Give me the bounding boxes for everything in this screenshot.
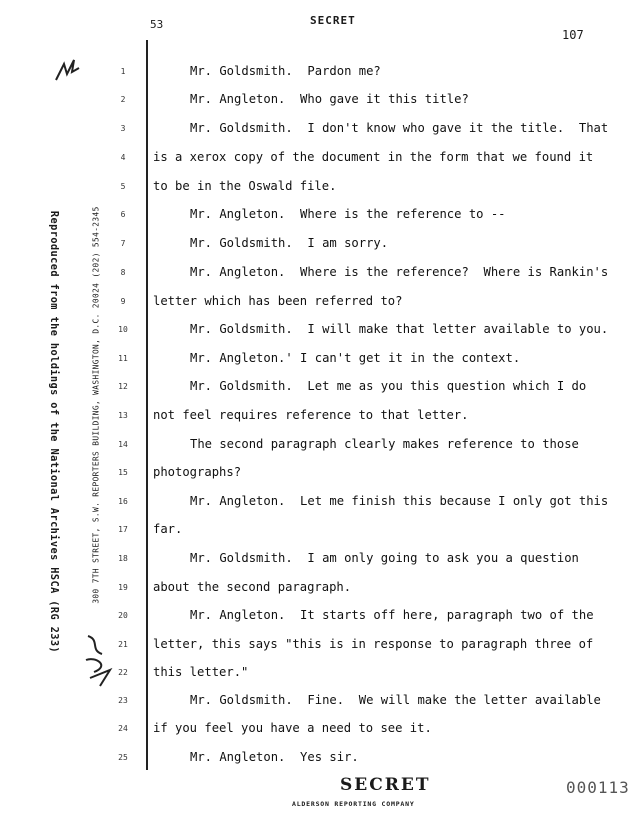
transcript-line: Mr. Angleton. Where is the reference to --	[190, 207, 506, 221]
secret-stamp: SECRET	[340, 775, 431, 795]
line-number: 12	[118, 382, 128, 391]
handwritten-initials	[80, 630, 120, 690]
transcript-line: Mr. Angleton. Yes sir.	[190, 750, 359, 764]
transcript-line: photographs?	[153, 465, 242, 479]
transcript-line: Mr. Goldsmith. I don't know who gave it the title. That	[190, 121, 609, 135]
line-number: 23	[118, 696, 128, 705]
transcript-line: Mr. Goldsmith. Pardon me?	[190, 64, 381, 78]
transcript-line: not feel requires reference to that letter.	[153, 408, 469, 422]
transcript-line: if you feel you have a need to see it.	[153, 721, 432, 735]
transcript-line: Mr. Angleton. Who gave it this title?	[190, 92, 469, 106]
transcript-line: letter which has been referred to?	[153, 294, 403, 308]
transcript-line: Mr. Angleton. It starts off here, paragraph two of the	[190, 608, 594, 622]
classification-header: SECRET	[310, 14, 356, 27]
transcript-line: about the second paragraph.	[153, 580, 352, 594]
line-number: 7	[120, 239, 126, 248]
line-number: 18	[118, 554, 128, 563]
transcript-line: Mr. Goldsmith. I will make that letter available to you.	[190, 322, 609, 336]
line-number: 6	[120, 210, 126, 219]
transcript-line: Mr. Goldsmith. I am sorry.	[190, 236, 389, 250]
line-number: 20	[118, 611, 128, 620]
transcript-line: this letter."	[153, 665, 249, 679]
transcript-line: Mr. Goldsmith. I am only going to ask you a question	[190, 551, 579, 565]
margin-rule	[146, 40, 148, 770]
transcript-line: Mr. Goldsmith. Fine. We will make the letter available	[190, 693, 601, 707]
line-number: 8	[120, 268, 126, 277]
line-number: 14	[118, 440, 128, 449]
line-number: 19	[118, 583, 128, 592]
line-number: 21	[118, 640, 128, 649]
line-number: 22	[118, 668, 128, 677]
line-number: 13	[118, 411, 128, 420]
line-number: 17	[118, 525, 128, 534]
transcript-line: The second paragraph clearly makes reference to those	[190, 437, 579, 451]
line-number: 4	[120, 153, 126, 162]
line-number: 2	[120, 95, 126, 104]
handwritten-mark	[52, 56, 82, 86]
reporting-company: ALDERSON REPORTING COMPANY	[292, 800, 415, 808]
reporter-address: 300 7TH STREET, S.W. REPORTERS BUILDING, WASHINGTON, D.C. 20024 (202) 554-2345	[91, 206, 101, 604]
line-number: 10	[118, 325, 128, 334]
transcript-line: letter, this says "this is in response to paragraph three of	[153, 637, 594, 651]
line-number: 9	[120, 297, 126, 306]
page-number-left: 53	[150, 18, 164, 31]
line-number: 11	[118, 354, 128, 363]
line-number: 3	[120, 124, 126, 133]
line-number: 1	[120, 67, 126, 76]
transcript-line: Mr. Angleton. Where is the reference? Where is Rankin's	[190, 265, 609, 279]
archive-notice: Reproduced from the holdings of the National Archives HSCA (RG 233)	[48, 210, 60, 654]
line-number: 25	[118, 753, 128, 762]
transcript-line: is a xerox copy of the document in the form that we found it	[153, 150, 594, 164]
transcript-line: far.	[153, 522, 183, 536]
page-number-right: 107	[562, 28, 584, 42]
line-number: 15	[118, 468, 128, 477]
transcript-line: Mr. Angleton.' I can't get it in the context.	[190, 351, 521, 365]
document-number: 000113	[566, 778, 630, 797]
line-number: 24	[118, 724, 128, 733]
transcript-line: to be in the Oswald file.	[153, 179, 337, 193]
line-number: 5	[120, 182, 126, 191]
line-number: 16	[118, 497, 128, 506]
transcript-line: Mr. Angleton. Let me finish this because I only got this	[190, 494, 609, 508]
transcript-line: Mr. Goldsmith. Let me as you this question which I do	[190, 379, 587, 393]
